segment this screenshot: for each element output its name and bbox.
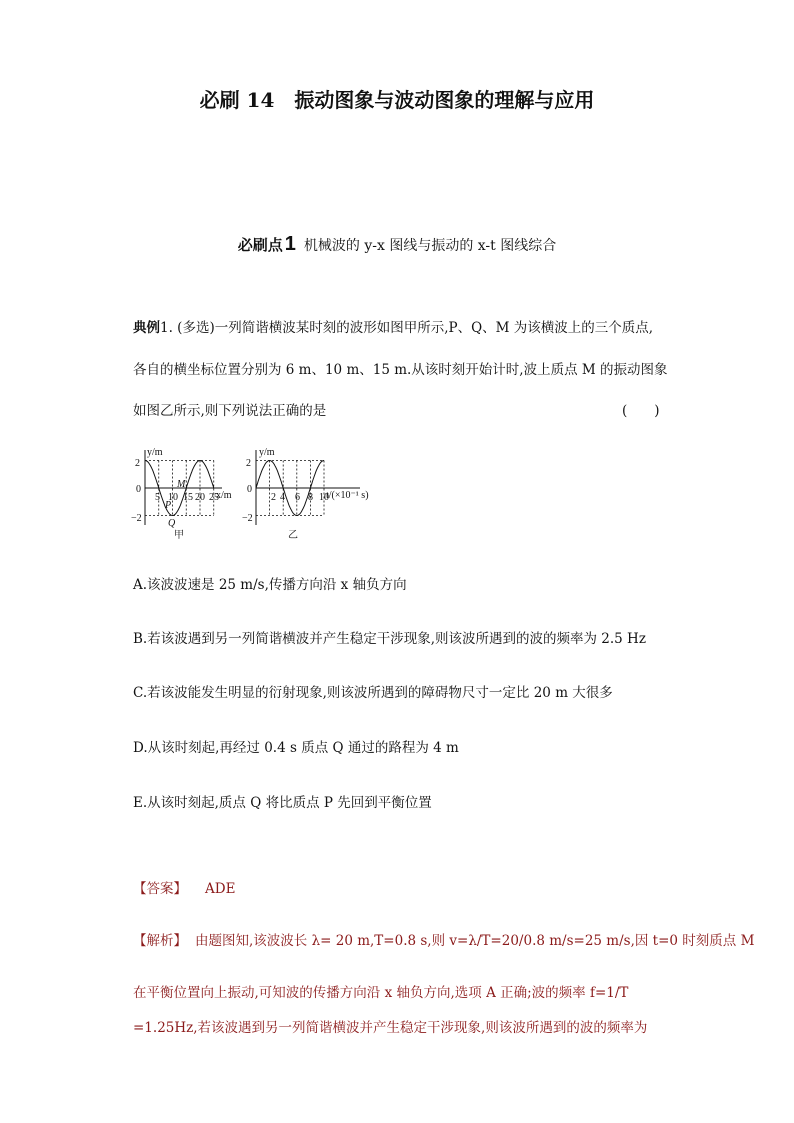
- analysis-label: 【解析】: [133, 933, 187, 949]
- option-e: E.从该时刻起,质点 Q 将比质点 P 先回到平衡位置: [133, 795, 432, 811]
- point-m-label: M: [177, 479, 186, 490]
- t-tick: 10: [319, 492, 329, 503]
- x-tick: 10: [168, 492, 178, 503]
- t-tick: 4: [280, 492, 285, 503]
- question-line-2: 各自的横坐标位置分别为 6 m、10 m、15 m.从该时刻开始计时,波上质点 M 的振动图象: [133, 362, 668, 378]
- analysis-line-2: 在平衡位置向上振动,可知波的传播方向沿 x 轴负方向,选项 A 正确;波的频率 f=1/T: [133, 985, 629, 1001]
- section-text: 机械波的 y-x 图线与振动的 x-t 图线综合: [303, 238, 557, 254]
- analysis-text: 由题图知,该波波长 λ= 20 m,T=0.8 s,则 v=λ/T=20/0.8 m/s=25 m/s,因 t=0 时刻质点 M: [195, 933, 755, 949]
- y-label: y/m: [259, 447, 275, 458]
- y-tick: −2: [242, 513, 253, 524]
- question-label: 典例: [133, 320, 160, 336]
- t-tick: 2: [271, 492, 276, 503]
- x-tick: 25: [209, 492, 219, 503]
- analysis-line-3: =1.25Hz,若该波遇到另一列简谐横波并产生稳定干涉现象,则该波所遇到的波的频率为: [133, 1020, 648, 1036]
- y-label: y/m: [147, 447, 163, 458]
- section-heading: [0, 233, 794, 256]
- answer-bracket: ( ): [622, 403, 660, 419]
- x-tick: 20: [195, 492, 205, 503]
- figure-a-wave-graph: [131, 447, 232, 541]
- t-tick: 8: [308, 492, 313, 503]
- x-tick: 5: [155, 492, 160, 503]
- y-tick: −2: [131, 513, 142, 524]
- question-line-1: [133, 316, 653, 336]
- option-a: A.该波波速是 25 m/s,传播方向沿 x 轴负方向: [133, 577, 407, 593]
- question-text: 1. (多选)一列简谐横波某时刻的波形如图甲所示,P、Q、M 为该横波上的三个质点,: [160, 320, 654, 336]
- answer-line: [133, 877, 235, 897]
- option-b: B.若该波遇到另一列简谐横波并产生稳定干涉现象,则该波所遇到的波的频率为 2.5 Hz: [133, 631, 646, 647]
- question-line-3: 如图乙所示,则下列说法正确的是: [133, 403, 327, 419]
- answer-value: ADE: [205, 881, 236, 897]
- x-tick: 15: [183, 492, 193, 503]
- figure-b-vibration-graph: [242, 447, 369, 541]
- y-tick: 0: [247, 484, 252, 495]
- y-tick: 0: [136, 484, 141, 495]
- answer-label: 【答案】: [133, 881, 187, 897]
- option-d: D.从该时刻起,再经过 0.4 s 质点 Q 通过的路程为 4 m: [133, 740, 459, 756]
- t-label: t/(×10⁻¹ s): [326, 490, 369, 501]
- x-label: x/m: [216, 490, 232, 501]
- y-tick: 2: [246, 458, 251, 469]
- wave-figures: [130, 445, 380, 545]
- t-tick: 6: [295, 492, 300, 503]
- section-number: 1: [284, 233, 296, 255]
- point-p-label: P: [165, 500, 172, 511]
- figure-a-caption: 甲: [174, 530, 184, 541]
- y-tick: 2: [135, 458, 140, 469]
- point-q-label: Q: [168, 518, 176, 529]
- analysis-line-1: [133, 929, 754, 949]
- section-prefix: 必刷点: [237, 236, 283, 254]
- page-title: 必刷 14 振动图象与波动图象的理解与应用: [199, 88, 595, 112]
- option-c: C.若该波能发生明显的衍射现象,则该波所遇到的障碍物尺寸一定比 20 m 大很多: [133, 685, 613, 701]
- figure-b-caption: 乙: [288, 530, 298, 541]
